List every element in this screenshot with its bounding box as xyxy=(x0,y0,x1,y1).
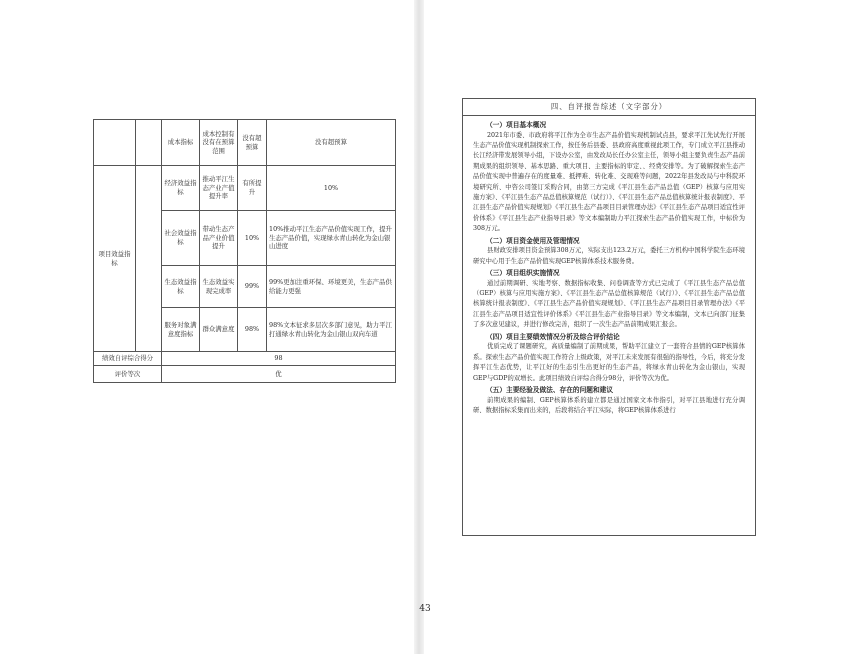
section-text: 2021年市委、市政府将平江作为全市生态产品价值实现机制试点县，要求平江先试先行开展生态产品价值实现机制探索工作，按任务后县委、县政府高度重视此项工作，专门成立平江县推动长江经济带发展领导小组，下设办公室，由发改局长任办公室主任，领导小组主要负责生态产品前期成果的组织领导、基本思路、重大项目、主要指标的审定、、经费安排等。为了破解探索生态产品价值实现中普遍存在的度量难、抵押难、转化难、交现难等问题，2022年县发改局与中科院环境研究所、中咨公司签订采购合同，由第三方完成《平江县生态产品总值（GEP）核算与应用实施方案》、《平江县生态产品总值核算规范（试行）》、《平江县生态产品总值核算统计报表制度》、平江县生态产品价值实现规划》《平江县生态产品项目目录管理办法》《平江县生态产品项目适宜性评价体系》《平江县生态产业指导目录》等文本编制助力平江探索生态产品价值实现工作，中标价为308万元。 xyxy=(473,131,745,233)
grade-label: 评价等次 xyxy=(94,366,162,383)
indicator-name: 推动平江生态产业产值提升率 xyxy=(200,166,238,211)
indicator-category: 社会效益指标 xyxy=(162,211,200,266)
score-value: 98 xyxy=(162,352,396,366)
indicator-target: 10% xyxy=(238,211,267,266)
indicator-target: 98% xyxy=(238,308,267,352)
performance-indicator-table xyxy=(93,119,396,383)
section-text: 前期成果的编制、GEP核算体系的建立都是通过国家文本作指引，对平江县地进行充分调研、数据指标采集而出来的，后段将结合平江实际，将GEP核算体系进行 xyxy=(473,396,745,414)
section-heading: （三）项目组织实施情况 xyxy=(486,269,560,278)
indicator-category: 生态效益指标 xyxy=(162,266,200,308)
indicator-name: 生态效益实现完成率 xyxy=(200,266,238,308)
section-text: 通过前期调研、实地考察、数据指标收集、问卷调查等方式已完成了《平江县生态产品总值（GEP）核算与应用实施方案》、《平江县生态产品总值核算规范（试行）》、《平江县生态产品总值核算统计报表制度》、《平江县生态产品价值实现规划》、《平江县生态产品项目目录管理办法》《平江县生态产品项目适宜性评价体系》《平江县生态产业指导目录》等文本编制，文本已向部门征集了多次意见建议，并进行修改完善，组织了一次生态产品前期成果汇报会。 xyxy=(473,279,745,329)
indicator-name: 成本控制有没有在预算范围 xyxy=(200,120,238,166)
section-heading: （二）项目资金使用及管理情况 xyxy=(486,236,580,245)
section-heading: （四）项目主要绩效情况分析及综合评价结论 xyxy=(486,332,620,341)
indicator-result: 没有超预算 xyxy=(267,120,396,166)
book-gutter xyxy=(414,0,424,654)
table-row xyxy=(94,120,396,166)
indicator-target: 没有超预算 xyxy=(238,120,267,166)
group-label: 项目效益指标 xyxy=(94,166,136,352)
self-evaluation-report xyxy=(462,98,756,536)
indicator-name: 群众满意度 xyxy=(200,308,238,352)
indicator-category: 经济效益指标 xyxy=(162,166,200,211)
indicator-target: 99% xyxy=(238,266,267,308)
score-row xyxy=(94,352,396,366)
indicator-target: 有所提升 xyxy=(238,166,267,211)
indicator-result: 98%文本征求多层次多部门意见，助力平江打通绿水青山转化为金山银山双向车道 xyxy=(267,308,396,352)
section-heading: （五）主要经验及做法、存在的问题和建议 xyxy=(486,385,614,394)
section-heading: （一）项目基本概况 xyxy=(486,121,547,129)
indicator-category: 服务对象满意度指标 xyxy=(162,308,200,352)
indicator-result: 10%推动平江生态产品价值实现工作，提升生态产品价值，实现绿水青山转化为金山银山进度 xyxy=(267,211,396,266)
section-text: 优质完成了课题研究，高质量编制了前期成果，帮助平江建立了一套符合县情的GEP核算体系。探索生态产品价值实现工作符合上级政策，对平江未来发展有很强的指导性，今后，将充分发挥平江生态优势，让平江好的生态引生出更好的生态产品，将绿水青山转化为金山银山，实现GEP与GDP的双增长。此项目绩效自评综合得分98分，评价等次为优。 xyxy=(473,343,745,382)
section-text: 县财政安排项目资金预算308万元，实际支出123.2万元，委托三方机构中国科学院生态环境研究中心用于生态产品价值实现GEP核算体系技术服务费。 xyxy=(473,247,745,265)
report-title: 四、自评报告综述（文字部分） xyxy=(463,99,755,116)
score-label: 绩效自评综合得分 xyxy=(94,352,162,366)
indicator-name: 带动生态产品产业价值提升 xyxy=(200,211,238,266)
page-number: 43 xyxy=(419,604,431,614)
indicator-result: 99%更加注重环保、环境更美，生态产品供给能力更强 xyxy=(267,266,396,308)
grade-row xyxy=(94,366,396,383)
grade-value: 优 xyxy=(162,366,396,383)
indicator-result: 10% xyxy=(267,166,396,211)
indicator-category: 成本指标 xyxy=(162,120,200,166)
table-row xyxy=(94,166,396,211)
